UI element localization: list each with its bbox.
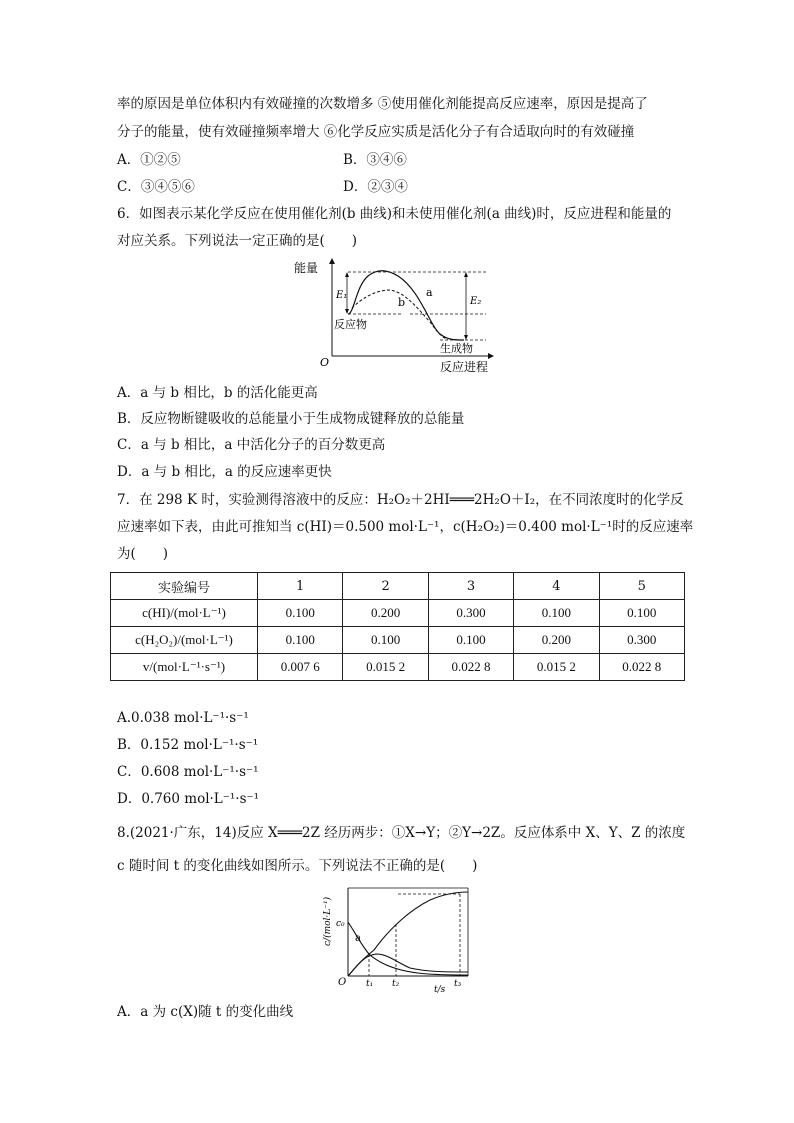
conc-origin: O: [338, 977, 347, 988]
table-cell: c(HI)/(mol·L⁻¹): [111, 600, 258, 627]
q8-text-line1: 8.(2021·广东，14)反应 X═══2Z 经历两步：①X→Y；②Y→2Z。反应体系中 X、Y、Z 的浓度: [117, 825, 686, 841]
energy-label-e1: E₁: [336, 290, 348, 301]
table-cell: 0.007 6: [258, 654, 343, 681]
q6-option-c: C．a 与 b 相比，a 中活化分子的百分数更高: [117, 437, 386, 453]
rate-table-header: 3: [428, 573, 513, 600]
conc-label-a: a: [355, 933, 361, 944]
table-cell: 0.100: [514, 600, 599, 627]
table-cell: 0.100: [599, 600, 684, 627]
table-cell: 0.022 8: [599, 654, 684, 681]
table-cell: 0.100: [428, 627, 513, 654]
energy-diagram: [290, 256, 505, 376]
q5-option-d: D．②③④: [343, 179, 408, 195]
table-cell: 0.300: [428, 600, 513, 627]
energy-label-reactant: 反应物: [334, 318, 367, 331]
energy-label-product: 生成物: [440, 342, 473, 355]
q5-option-c: C．③④⑤⑥: [117, 179, 195, 195]
rate-table-header-row: [111, 573, 685, 600]
table-cell: 0.200: [343, 600, 428, 627]
table-cell: 0.015 2: [514, 654, 599, 681]
q7-option-b: B．0.152 mol·L⁻¹·s⁻¹: [117, 737, 259, 753]
q7-option-d: D．0.760 mol·L⁻¹·s⁻¹: [117, 791, 260, 807]
q5-option-b: B．③④⑥: [343, 152, 407, 168]
q6-option-d: D．a 与 b 相比，a 的反应速率更快: [117, 464, 332, 480]
energy-ylabel: 能量: [294, 261, 319, 275]
table-row: [111, 600, 685, 627]
q6-option-b: B．反应物断键吸收的总能量小于生成物成键释放的总能量: [117, 411, 465, 427]
table-cell: c(H₂O₂)/(mol·L⁻¹): [111, 627, 258, 654]
conc-ylabel: c/(mol·L⁻¹): [323, 896, 333, 946]
q6-text-line1: 6．如图表示某化学反应在使用催化剂(b 曲线)和未使用催化剂(a 曲线)时，反应进程和能量的: [117, 206, 672, 222]
rate-table-header: 1: [258, 573, 343, 600]
q6-option-a: A．a 与 b 相比，b 的活化能更高: [117, 385, 318, 401]
q5-text-line2: 分子的能量，使有效碰撞频率增大 ⑥化学反应实质是活化分子有合适取向时的有效碰撞: [117, 124, 635, 140]
table-cell: 0.100: [343, 627, 428, 654]
q6-text-line2: 对应关系。下列说法一定正确的是( ): [117, 233, 358, 249]
q5-option-a: A．①②⑤: [117, 152, 181, 168]
conc-label-c0: c₀: [336, 919, 345, 929]
q8-text-line2: c 随时间 t 的变化曲线如图所示。下列说法不正确的是( ): [117, 858, 478, 874]
rate-table: [110, 572, 685, 681]
q5-text-line1: 率的原因是单位体积内有效碰撞的次数增多 ⑤使用催化剂能提高反应速率，原因是提高了: [117, 96, 648, 112]
table-cell: 0.022 8: [428, 654, 513, 681]
curve-z: [348, 892, 468, 976]
rate-table-header: 5: [599, 573, 684, 600]
energy-label-a: a: [426, 286, 433, 299]
rate-table-header: 实验编号: [111, 573, 258, 600]
rate-table-header: 4: [514, 573, 599, 600]
table-row: [111, 654, 685, 681]
table-cell: 0.015 2: [343, 654, 428, 681]
q7-text-line3: 为( ): [117, 546, 169, 562]
q7-text-line2: 应速率如下表，由此可推知当 c(HI)＝0.500 mol·L⁻¹，c(H₂O₂)＝0.400 mol·L⁻¹时的反应速率: [117, 519, 694, 535]
conc-label-t2: t₂: [392, 979, 400, 989]
table-cell: 0.100: [258, 600, 343, 627]
conc-label-t3: t₃: [454, 979, 462, 989]
energy-xlabel: 反应进程: [440, 360, 489, 374]
q7-option-c: C．0.608 mol·L⁻¹·s⁻¹: [117, 764, 259, 780]
table-cell: 0.200: [514, 627, 599, 654]
table-cell: 0.300: [599, 627, 684, 654]
table-cell: 0.100: [258, 627, 343, 654]
rate-table-header: 2: [343, 573, 428, 600]
table-cell: v/(mol·L⁻¹·s⁻¹): [111, 654, 258, 681]
q7-option-a: A.0.038 mol·L⁻¹·s⁻¹: [117, 710, 249, 726]
concentration-diagram: [318, 884, 478, 994]
conc-xlabel: t/s: [434, 985, 446, 994]
energy-label-b: b: [398, 296, 406, 309]
q7-text-line1: 7．在 298 K 时，实验测得溶液中的反应：H₂O₂＋2HI═══2H₂O＋I₂，在不同浓度时的化学反: [117, 492, 684, 508]
table-row: [111, 627, 685, 654]
q8-option-a: A．a 为 c(X)随 t 的变化曲线: [117, 1004, 294, 1020]
conc-label-t1: t₁: [366, 979, 374, 989]
energy-origin: O: [320, 356, 330, 369]
energy-label-e2: E₂: [470, 296, 482, 307]
